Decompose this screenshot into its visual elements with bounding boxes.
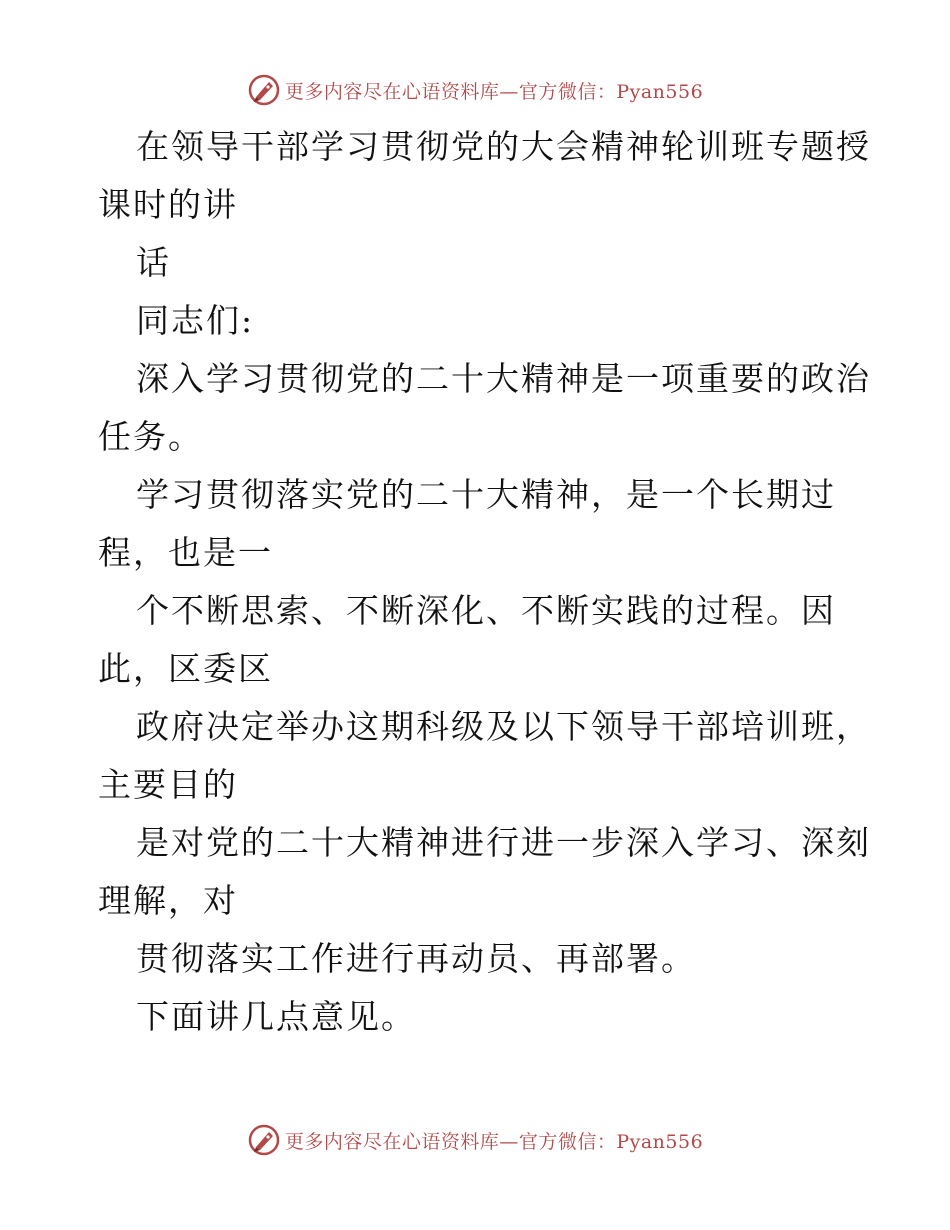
paragraph-line: 程，也是一: [98, 533, 273, 572]
watermark-text: 更多内容尽在心语资料库—官方微信：Pyan556: [284, 80, 704, 103]
footer-watermark: [0, 1120, 950, 1160]
paragraph-line: 个不断思索、不断深化、不断实践的过程。因: [136, 591, 836, 630]
paragraph-line: 任务。: [98, 417, 203, 456]
paragraph-line: 是对党的二十大精神进行进一步深入学习、深刻: [136, 823, 871, 862]
paragraph-line: 学习贯彻落实党的二十大精神，是一个长期过: [136, 475, 836, 514]
title-line-3: 话: [136, 243, 171, 282]
title-line-2: 课时的讲: [98, 185, 238, 224]
paragraph-line: 贯彻落实工作进行再动员、再部署。: [136, 939, 696, 978]
document-body: [98, 118, 888, 1046]
watermark-text: 更多内容尽在心语资料库—官方微信：Pyan556: [284, 1130, 704, 1153]
paragraph-line: 此，区委区: [98, 649, 273, 688]
title-line-1: 在领导干部学习贯彻党的大会精神轮训班专题授: [136, 127, 871, 166]
paragraph-line: 理解，对: [98, 881, 238, 920]
pen-logo-icon: [247, 73, 281, 107]
header-watermark: [0, 70, 950, 110]
paragraph-line: 主要目的: [98, 765, 238, 804]
paragraph-line: 下面讲几点意见。: [136, 997, 416, 1036]
pen-logo-icon: [247, 1123, 281, 1157]
paragraph-line: 深入学习贯彻党的二十大精神是一项重要的政治: [136, 359, 871, 398]
paragraph-line: 政府决定举办这期科级及以下领导干部培训班，: [136, 707, 871, 746]
salutation: 同志们:: [136, 301, 255, 340]
